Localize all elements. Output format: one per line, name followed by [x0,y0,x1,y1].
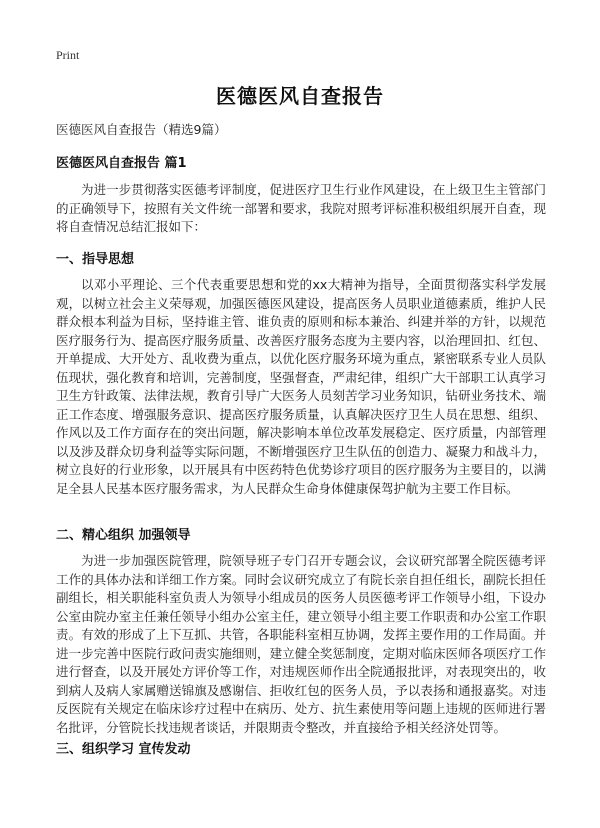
section-heading-organization: 二、精心组织 加强领导 [56,528,191,543]
section-heading-guiding-principles: 一、指导思想 [56,252,135,267]
document-title: 医德医风自查报告 [216,84,384,108]
section-body-organization: 为进一步加强医院管理，院领导班子专门召开专题会议，会议研究部署全院医德考评工作的具体办法和详细工作方案。同时会议研究成立了有院长亲自担任组长，副院长担任副组长，相关职能科室负责人为领导小组成员的医务人员医德考评工作领导小组，下设办公室由院办室主任兼任领导小组办公室主任，建立领导小组主要工作职责和办公室工作职责。有效的形成了上下互抓、共管，各职能科室相互协调，发挥主要作用的工作局面。并进一步完善中医院行政问责实施细则，建立健全奖惩制度，定期对临床医师各项医疗工作进行督查，以及开展处方评价等工作，对违规医师作出全院通报批评，对表现突出的，收到病人及病人家属赠送锦旗及感谢信、拒收红包的医务人员，予以表扬和通报嘉奖。对违反医院有关规定在临床诊疗过程中在病历、处方、抗生素使用等问题上违规的医师进行署名批评，分管院长找违规者谈话，并限期责令整改，并直接给予相关经济处罚等。 [56,553,546,735]
part-heading: 医德医风自查报告 篇1 [56,156,187,171]
document-subtitle: 医德医风自查报告（精选9篇） [56,122,227,137]
print-label[interactable]: Print [56,48,80,62]
section-body-guiding-principles: 以邓小平理论、三个代表重要思想和党的xx大精神为指导，全面贯彻落实科学发展观，以树立社会主义荣辱观，加强医德医风建设，提高医务人员职业道德素质，维护人民群众根本利益为目标，坚持谁主管、谁负责的原则和标本兼治、纠建并举的方针，以规范医疗服务行为、提高医疗服务质量、改善医疗服务态度为主要内容，以治理回扣、红包、开单提成、大开处方、乱收费为重点，以优化医疗服务环境为重点，紧密联系专业人员队伍现状，强化教育和培训，完善制度，坚强督查，严肃纪律，组织广大干部职工认真学习卫生方针政策、法律法规，教育引导广大医务人员刻苦学习业务知识，钻研业务技术、端正工作态度、增强服务意识、提高医疗服务质量，认真解决医疗卫生人员在思想、组织、作风以及工作方面存在的突出问题，解决影响本单位改革发展稳定、医疗质量，内部管理以及涉及群众切身利益等实际问题，不断增强医疗卫生队伍的创造力、凝聚力和战斗力，树立良好的行业形象，以开展具有中医药特色优势诊疗项目的医疗服务为主要目的，以满足全县人民基本医疗服务需求，为人民群众生命身体健康保驾护航为主要工作目标。 [56,277,546,496]
intro-paragraph: 为进一步贯彻落实医德考评制度，促进医疗卫生行业作风建设，在上级卫生主管部门的正确领导下，按照有关文件统一部署和要求，我院对照考评标准积极组织展开自查，现将自查情况总结汇报如下： [56,182,546,234]
section-heading-study-publicity: 三、组织学习 宣传发动 [56,742,191,757]
